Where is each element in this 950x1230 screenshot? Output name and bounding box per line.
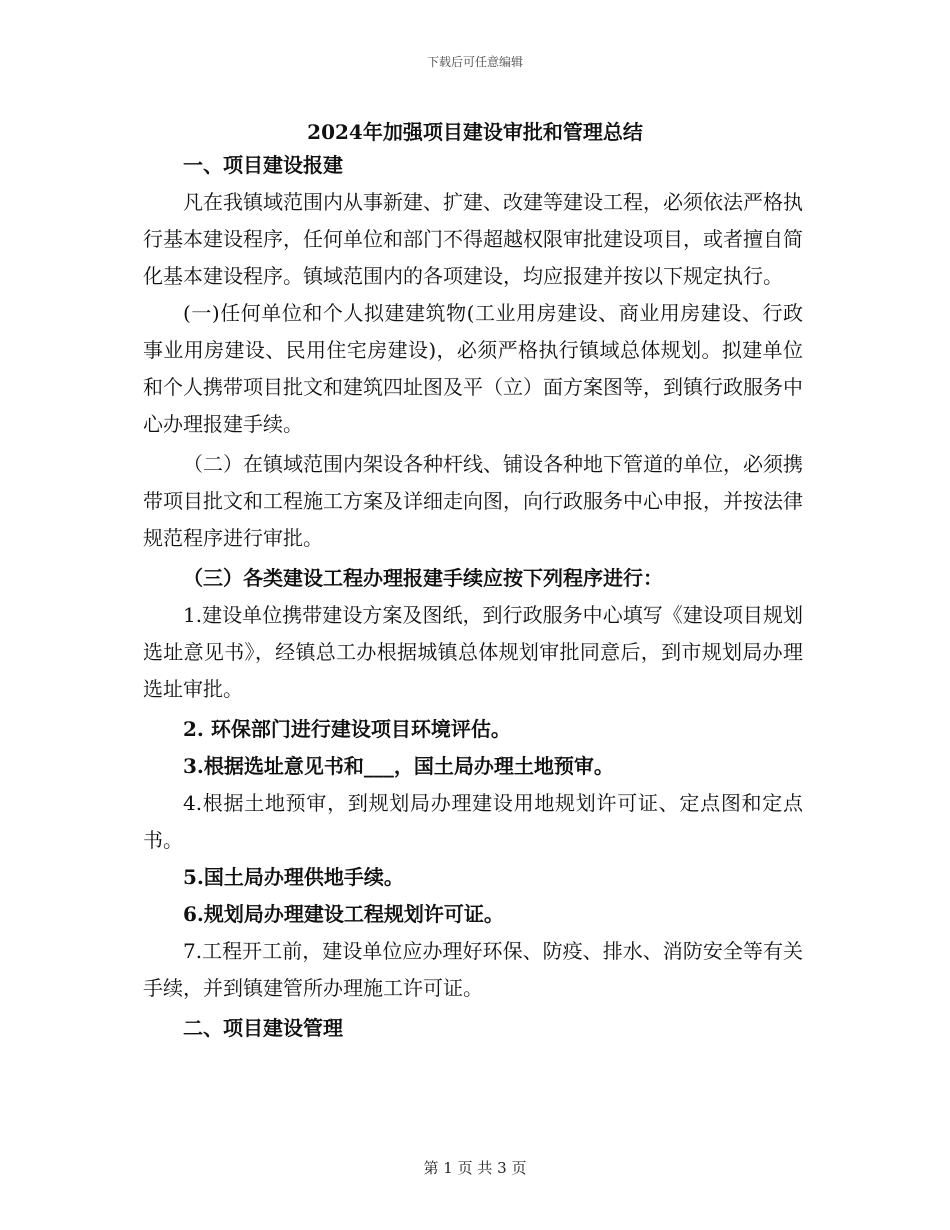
list-item: 1.建设单位携带建设方案及图纸，到行政服务中心填写《建设项目规划选址意见书》，经镇总工办根据城镇总体规划审批同意后，到市规划局办理选址审批。 bbox=[143, 603, 803, 701]
document-title: 2024年加强项目建设审批和管理总结 bbox=[307, 120, 643, 144]
section-heading-1: 一、项目建设报建 bbox=[183, 153, 343, 177]
header-note: 下载后可任意编辑 bbox=[426, 55, 523, 69]
page-number: 第 1 页 共 3 页 bbox=[423, 1159, 527, 1177]
document-body bbox=[143, 147, 803, 1047]
list-item: 7.工程开工前，建设单位应办理好环保、防疫、排水、消防安全等有关手续，并到镇建管所办理施工许可证。 bbox=[143, 939, 803, 1000]
list-item: 5.国土局办理供地手续。 bbox=[183, 865, 404, 889]
paragraph: （二）在镇域范围内架设各种杆线、铺设各种地下管道的单位，必须携带项目批文和工程施工方案及详细走向图，向行政服务中心申报，并按法律规范程序进行审批。 bbox=[143, 452, 803, 550]
list-item: 3.根据选址意见书和___，国土局办理土地预审。 bbox=[183, 754, 614, 778]
paragraph: (一)任何单位和个人拟建建筑物(工业用房建设、商业用房建设、行政事业用房建设、民用住宅房建设)，必须严格执行镇域总体规划。拟建单位和个人携带项目批文和建筑四址图及平（立）面方案图等，到镇行政服务中心办理报建手续。 bbox=[143, 301, 803, 436]
list-item: 6.规划局办理建设工程规划许可证。 bbox=[183, 902, 504, 926]
section-heading-2: 二、项目建设管理 bbox=[183, 1016, 343, 1040]
list-item: 4.根据土地预审，到规划局办理建设用地规划许可证、定点图和定点书。 bbox=[143, 791, 803, 852]
list-item: 2. 环保部门进行建设项目环境评估。 bbox=[183, 717, 511, 741]
paragraph: 凡在我镇域范围内从事新建、扩建、改建等建设工程，必须依法严格执行基本建设程序，任何单位和部门不得超越权限审批建设项目，或者擅自简化基本建设程序。镇域范围内的各项建设，均应报建并按以下规定执行。 bbox=[143, 190, 803, 288]
subsection-heading: （三）各类建设工程办理报建手续应按下列程序进行： bbox=[183, 566, 663, 590]
